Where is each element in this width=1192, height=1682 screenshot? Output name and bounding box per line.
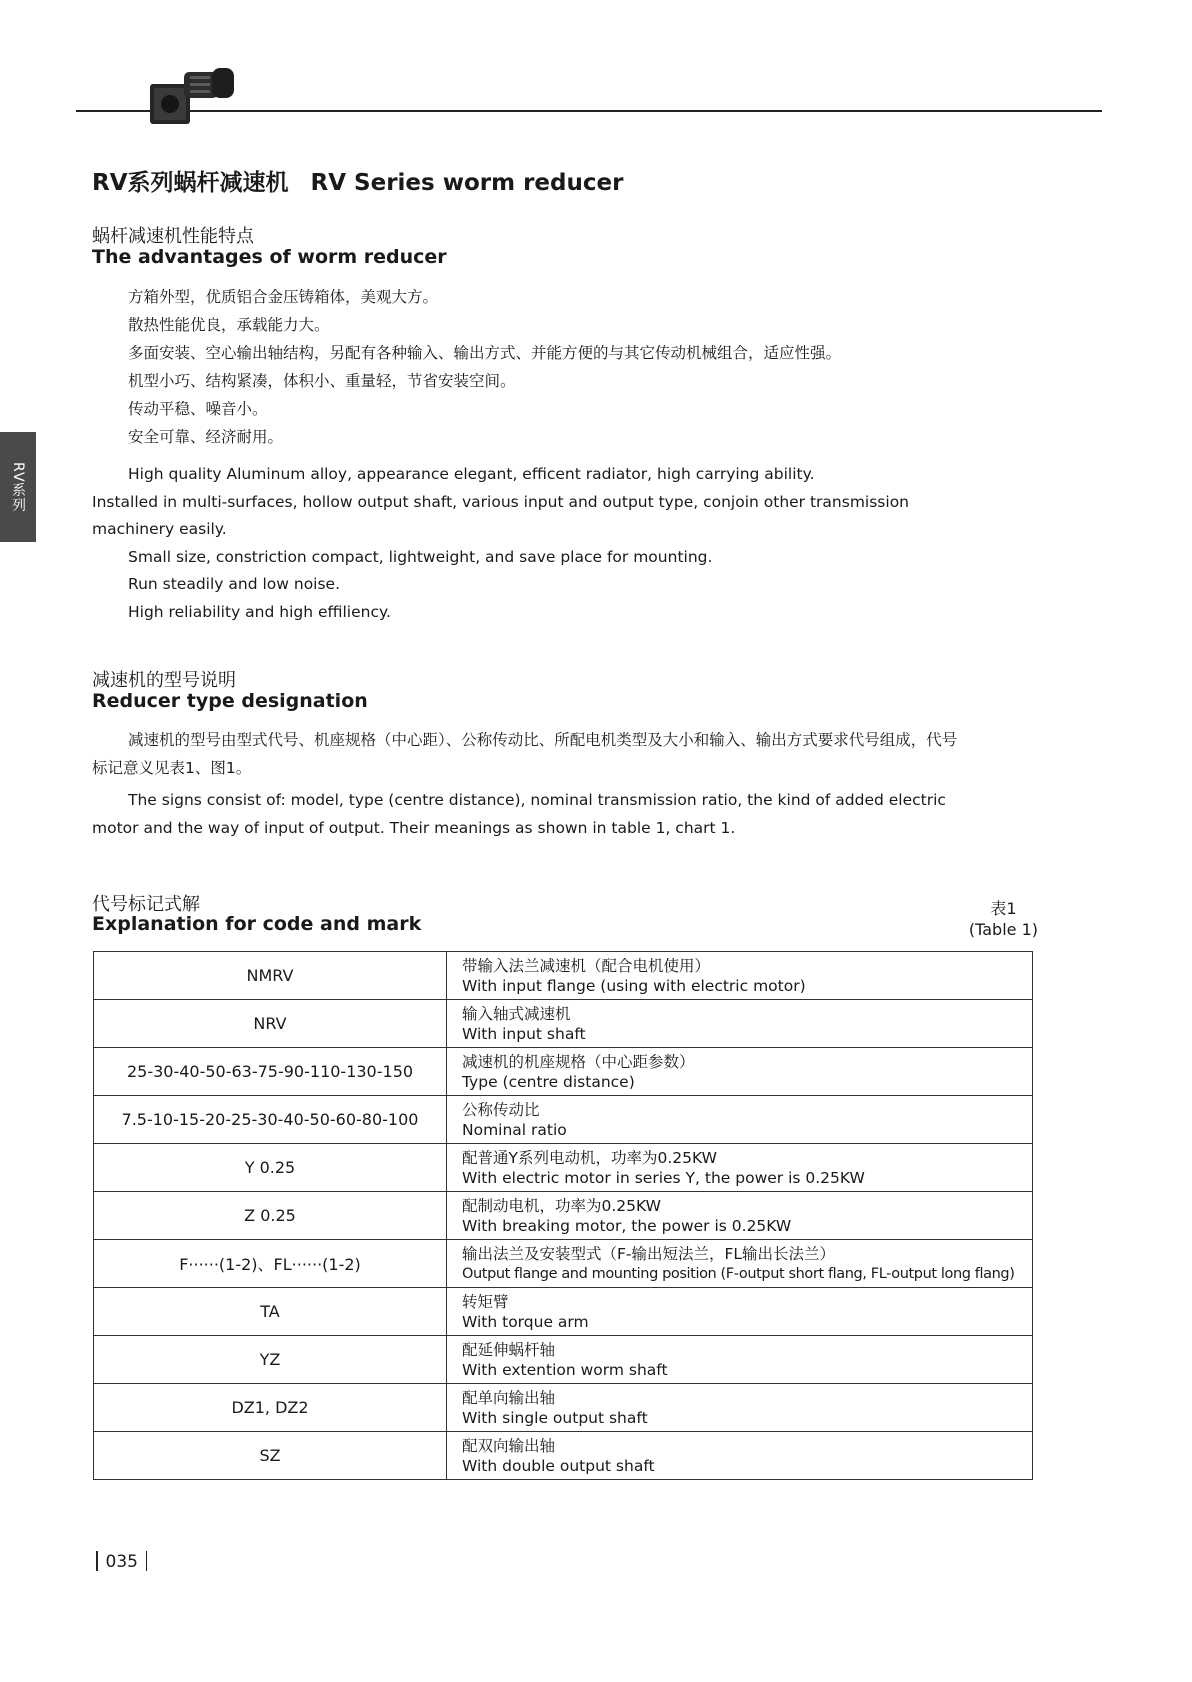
description-cell xyxy=(447,1384,1033,1432)
description-zh: 减速机的机座规格（中心距参数） xyxy=(462,1052,695,1071)
table-row xyxy=(94,1240,1033,1288)
description-en: With input flange (using with electric motor) xyxy=(462,976,806,995)
table-row xyxy=(94,1000,1033,1048)
table-caption-en: (Table 1) xyxy=(968,920,1038,939)
description-cell xyxy=(447,1192,1033,1240)
list-item: 散热性能优良，承载能力大。 xyxy=(128,316,330,334)
description-en: With electric motor in series Y, the power is 0.25KW xyxy=(462,1168,865,1187)
code-cell: NRV xyxy=(94,1000,447,1048)
code-cell: 25-30-40-50-63-75-90-110-130-150 xyxy=(94,1048,447,1096)
description-en: Type (centre distance) xyxy=(462,1072,635,1091)
description-cell xyxy=(447,1000,1033,1048)
en-line: High quality Aluminum alloy, appearance elegant, efficent radiator, high carrying ability. xyxy=(128,465,815,483)
page-number xyxy=(88,1551,155,1572)
description-cell xyxy=(447,1336,1033,1384)
code-table-heading-zh: 代号标记式解 xyxy=(92,894,200,915)
en-line: Run steadily and low noise. xyxy=(128,575,341,593)
list-item: 安全可靠、经济耐用。 xyxy=(128,428,284,446)
list-item: 机型小巧、结构紧凑，体积小、重量轻，节省安装空间。 xyxy=(128,372,516,390)
description-en: Output flange and mounting position (F-output short flang, FL-output long flang) xyxy=(462,1265,1015,1282)
title-zh: RV系列蜗杆减速机 xyxy=(92,170,289,196)
page-number-bar-right xyxy=(146,1551,148,1571)
description-zh: 配普通Y系列电动机，功率为0.25KW xyxy=(462,1148,717,1167)
code-cell: Z 0.25 xyxy=(94,1192,447,1240)
title-en: RV Series worm reducer xyxy=(310,170,624,196)
description-cell xyxy=(447,1144,1033,1192)
side-tab-label: RV系列 xyxy=(10,461,26,513)
en-line: High reliability and high effiliency. xyxy=(128,602,391,621)
table-row xyxy=(94,1384,1033,1432)
description-cell xyxy=(447,1048,1033,1096)
description-en: With double output shaft xyxy=(462,1456,655,1475)
description-en: With single output shaft xyxy=(462,1408,648,1427)
designation-heading-en: Reducer type designation xyxy=(92,690,368,712)
description-en: With extention worm shaft xyxy=(462,1360,668,1379)
table-row xyxy=(94,952,1033,1000)
code-cell: DZ1, DZ2 xyxy=(94,1384,447,1432)
code-cell: SZ xyxy=(94,1432,447,1480)
description-zh: 输入轴式减速机 xyxy=(462,1004,571,1023)
description-en: With torque arm xyxy=(462,1312,589,1331)
en-line: Installed in multi-surfaces, hollow output shaft, various input and output type, conjoin other transmission machinery easily. xyxy=(92,492,909,538)
code-cell: YZ xyxy=(94,1336,447,1384)
table-row xyxy=(94,1192,1033,1240)
description-zh: 输出法兰及安装型式（F-输出短法兰，FL输出长法兰） xyxy=(462,1244,836,1263)
description-cell xyxy=(447,952,1033,1000)
side-section-tab xyxy=(0,432,36,542)
designation-paragraph-en: The signs consist of: model, type (centre distance), nominal transmission ratio, the kind of added electric motor and the way of input of output. Their meanings as shown in table 1, chart 1. xyxy=(92,791,946,837)
page-title xyxy=(92,164,623,197)
code-cell: 7.5-10-15-20-25-30-40-50-60-80-100 xyxy=(94,1096,447,1144)
description-en: Nominal ratio xyxy=(462,1120,567,1139)
table-row xyxy=(94,1336,1033,1384)
description-zh: 配双向输出轴 xyxy=(462,1436,556,1455)
code-table-heading-en: Explanation for code and mark xyxy=(92,913,422,935)
description-zh: 转矩臂 xyxy=(462,1292,509,1311)
en-line: Small size, constriction compact, lightweight, and save place for mounting. xyxy=(128,547,713,566)
table-caption xyxy=(969,898,1038,940)
advantages-zh-list xyxy=(128,283,841,451)
designation-paragraph-zh: 减速机的型号由型式代号、机座规格（中心距）、公称传动比、所配电机类型及大小和输入、输出方式要求代号组成，代号标记意义见表1、图1。 xyxy=(92,731,958,777)
list-item: 传动平稳、噪音小。 xyxy=(128,400,268,418)
description-en: With input shaft xyxy=(462,1024,586,1043)
table-row xyxy=(94,1048,1033,1096)
description-zh: 配制动电机，功率为0.25KW xyxy=(462,1196,661,1215)
description-zh: 带输入法兰减速机（配合电机使用） xyxy=(462,956,711,975)
code-cell: TA xyxy=(94,1288,447,1336)
code-cell: NMRV xyxy=(94,952,447,1000)
code-cell: F······(1-2)、FL······(1-2) xyxy=(94,1240,447,1288)
description-en: With breaking motor, the power is 0.25KW xyxy=(462,1216,792,1235)
list-item: 多面安装、空心输出轴结构，另配有各种输入、输出方式、并能方便的与其它传动机械组合，适应性强。 xyxy=(128,344,842,362)
description-zh: 配单向输出轴 xyxy=(462,1388,556,1407)
description-cell xyxy=(447,1432,1033,1480)
list-item: 方箱外型，优质铝合金压铸箱体，美观大方。 xyxy=(128,288,439,306)
table-row xyxy=(94,1144,1033,1192)
advantages-en-text xyxy=(92,461,952,626)
description-zh: 公称传动比 xyxy=(462,1100,540,1119)
description-cell xyxy=(447,1240,1033,1288)
description-cell xyxy=(447,1096,1033,1144)
page-number-bar-left xyxy=(96,1551,98,1571)
table-row xyxy=(94,1096,1033,1144)
description-zh: 配延伸蜗杆轴 xyxy=(462,1340,556,1359)
table-row xyxy=(94,1288,1033,1336)
advantages-heading-en: The advantages of worm reducer xyxy=(92,246,447,268)
table-caption-zh: 表1 xyxy=(990,899,1017,918)
worm-reducer-logo-image xyxy=(146,58,242,130)
advantages-heading-zh: 蜗杆减速机性能特点 xyxy=(92,226,254,247)
code-table xyxy=(93,951,1033,1480)
code-cell: Y 0.25 xyxy=(94,1144,447,1192)
description-cell xyxy=(447,1288,1033,1336)
designation-heading-zh: 减速机的型号说明 xyxy=(92,670,236,691)
page-number-text: 035 xyxy=(105,1552,138,1572)
table-row xyxy=(94,1432,1033,1480)
